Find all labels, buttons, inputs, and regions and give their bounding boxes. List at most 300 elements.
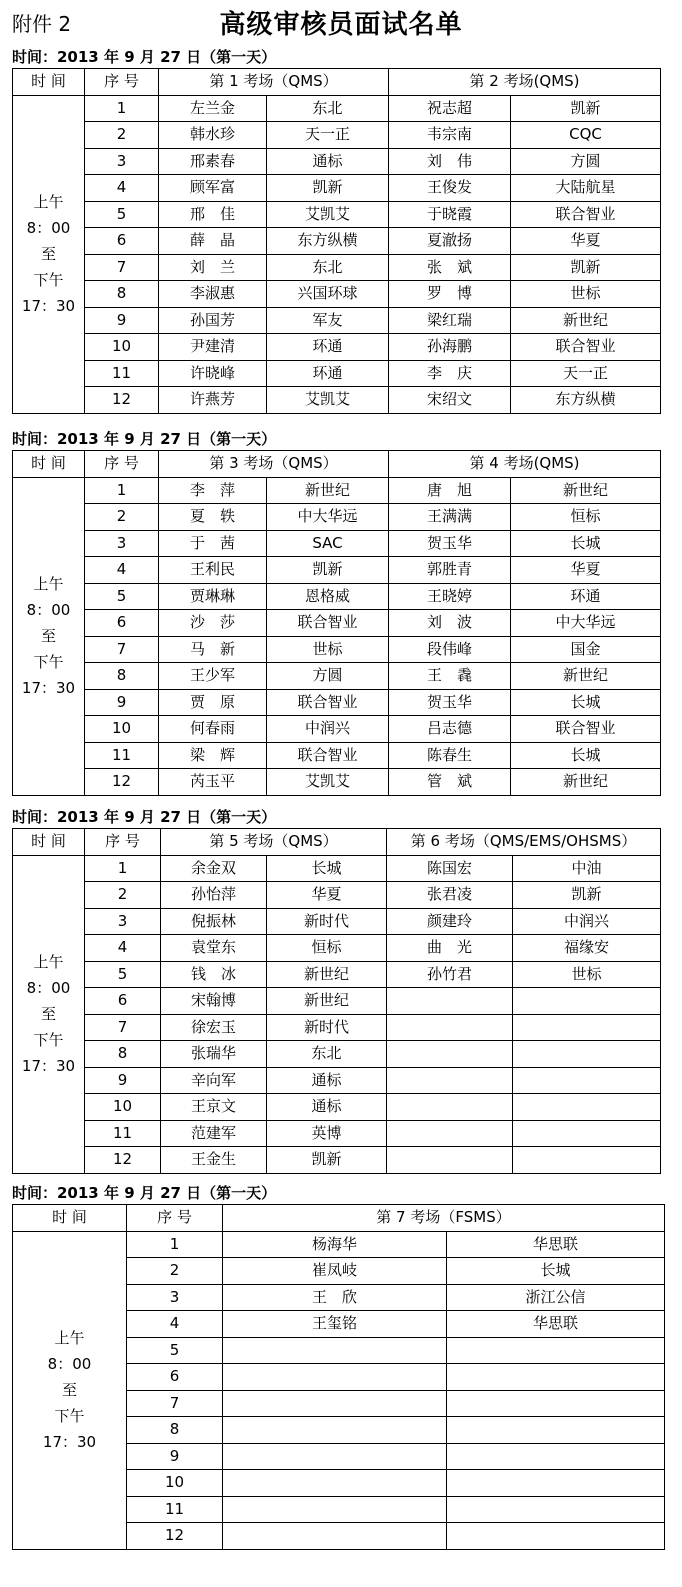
time-slot-line: 至 bbox=[40, 245, 56, 263]
org-cell: 华夏 bbox=[511, 228, 661, 255]
table-row bbox=[13, 530, 661, 557]
table-row bbox=[13, 636, 661, 663]
org-cell: 东北 bbox=[267, 254, 389, 281]
table-row bbox=[13, 254, 661, 281]
org-cell: 环通 bbox=[267, 360, 389, 387]
org-cell: 兴国环球 bbox=[267, 281, 389, 308]
seq-cell: 11 bbox=[85, 360, 159, 387]
org-cell: 新世纪 bbox=[511, 307, 661, 334]
time-slot-cell bbox=[13, 95, 85, 413]
time-slot-line: 8：00 bbox=[47, 1355, 92, 1373]
org-cell: 世标 bbox=[267, 636, 389, 663]
org-cell bbox=[447, 1417, 665, 1444]
name-cell: 辛向军 bbox=[161, 1067, 267, 1094]
name-cell bbox=[387, 1147, 513, 1174]
table-row bbox=[13, 1014, 661, 1041]
table-row bbox=[13, 201, 661, 228]
table-row bbox=[13, 281, 661, 308]
org-cell: 东方纵横 bbox=[511, 387, 661, 414]
seq-cell: 9 bbox=[85, 689, 159, 716]
seq-cell: 3 bbox=[85, 530, 159, 557]
org-cell: 恩格威 bbox=[267, 583, 389, 610]
schedule-table bbox=[12, 68, 661, 414]
table-row bbox=[13, 148, 661, 175]
org-cell: 世标 bbox=[511, 281, 661, 308]
name-cell: 李 萍 bbox=[159, 477, 267, 504]
org-cell bbox=[447, 1523, 665, 1550]
seq-cell: 1 bbox=[85, 855, 161, 882]
org-cell: 环通 bbox=[267, 334, 389, 361]
org-cell: 新世纪 bbox=[511, 663, 661, 690]
seq-cell: 5 bbox=[85, 961, 161, 988]
name-cell bbox=[387, 988, 513, 1015]
seq-cell: 2 bbox=[85, 122, 159, 149]
name-cell: 贾 原 bbox=[159, 689, 267, 716]
name-cell: 孙海鹏 bbox=[389, 334, 511, 361]
name-cell: 邢素春 bbox=[159, 148, 267, 175]
org-cell: 方圆 bbox=[511, 148, 661, 175]
page-title: 高级审核员面试名单 bbox=[219, 10, 463, 40]
header-seq: 序 号 bbox=[85, 829, 161, 856]
table-row bbox=[13, 882, 661, 909]
name-cell: 王满满 bbox=[389, 504, 511, 531]
name-cell: 杨海华 bbox=[223, 1231, 447, 1258]
time-slot-line: 下午 bbox=[33, 1031, 64, 1049]
seq-cell: 3 bbox=[85, 148, 159, 175]
seq-cell: 5 bbox=[85, 583, 159, 610]
time-slot-line: 至 bbox=[61, 1381, 77, 1399]
seq-cell: 6 bbox=[127, 1364, 223, 1391]
seq-cell: 11 bbox=[127, 1496, 223, 1523]
name-cell: 许晓峰 bbox=[159, 360, 267, 387]
name-cell bbox=[223, 1337, 447, 1364]
table-row bbox=[13, 307, 661, 334]
seq-cell: 1 bbox=[127, 1231, 223, 1258]
org-cell: 中油 bbox=[513, 855, 661, 882]
schedule-table bbox=[12, 828, 661, 1174]
seq-cell: 6 bbox=[85, 610, 159, 637]
seq-cell: 10 bbox=[85, 334, 159, 361]
table-header-row bbox=[13, 829, 661, 856]
org-cell: 长城 bbox=[267, 855, 387, 882]
name-cell: 王金生 bbox=[161, 1147, 267, 1174]
seq-cell: 8 bbox=[85, 1041, 161, 1068]
seq-cell: 4 bbox=[85, 175, 159, 202]
org-cell: 通标 bbox=[267, 1094, 387, 1121]
seq-cell: 2 bbox=[127, 1258, 223, 1285]
table-row bbox=[13, 769, 661, 796]
time-slot-line: 8：00 bbox=[26, 979, 71, 997]
org-cell: 军友 bbox=[267, 307, 389, 334]
org-cell: 凯新 bbox=[267, 1147, 387, 1174]
table-row bbox=[13, 1147, 661, 1174]
time-slot-line: 8：00 bbox=[26, 219, 71, 237]
name-cell: 刘 伟 bbox=[389, 148, 511, 175]
name-cell bbox=[387, 1067, 513, 1094]
table-row bbox=[13, 334, 661, 361]
org-cell: 联合智业 bbox=[511, 716, 661, 743]
table-header-row bbox=[13, 451, 661, 478]
org-cell bbox=[447, 1470, 665, 1497]
table-row bbox=[13, 175, 661, 202]
seq-cell: 4 bbox=[127, 1311, 223, 1338]
org-cell: 福缘安 bbox=[513, 935, 661, 962]
org-cell: 浙江公信 bbox=[447, 1284, 665, 1311]
table-row bbox=[13, 557, 661, 584]
org-cell bbox=[513, 1120, 661, 1147]
name-cell: 袁堂东 bbox=[161, 935, 267, 962]
seq-cell: 4 bbox=[85, 557, 159, 584]
name-cell: 顾军富 bbox=[159, 175, 267, 202]
header-room: 第 5 考场（QMS） bbox=[161, 829, 387, 856]
org-cell: 东北 bbox=[267, 1041, 387, 1068]
org-cell: 新世纪 bbox=[267, 477, 389, 504]
org-cell: 华夏 bbox=[511, 557, 661, 584]
table-row bbox=[13, 387, 661, 414]
org-cell: 联合智业 bbox=[267, 610, 389, 637]
table-row bbox=[13, 360, 661, 387]
seq-cell: 11 bbox=[85, 1120, 161, 1147]
seq-cell: 1 bbox=[85, 477, 159, 504]
org-cell: 通标 bbox=[267, 1067, 387, 1094]
org-cell: 新时代 bbox=[267, 908, 387, 935]
seq-cell: 8 bbox=[127, 1417, 223, 1444]
table-row bbox=[13, 961, 661, 988]
org-cell: 英博 bbox=[267, 1120, 387, 1147]
name-cell: 马 新 bbox=[159, 636, 267, 663]
name-cell: 尹建清 bbox=[159, 334, 267, 361]
seq-cell: 10 bbox=[85, 716, 159, 743]
header-room: 第 4 考场(QMS) bbox=[389, 451, 661, 478]
time-slot-line: 17：30 bbox=[21, 1057, 76, 1075]
date-line: 时间：2013 年 9 月 27 日（第一天） bbox=[12, 48, 277, 66]
org-cell: 大陆航星 bbox=[511, 175, 661, 202]
org-cell: 东北 bbox=[267, 95, 389, 122]
org-cell: 天一正 bbox=[511, 360, 661, 387]
time-slot-line: 下午 bbox=[54, 1407, 85, 1425]
seq-cell: 12 bbox=[85, 387, 159, 414]
header-time: 时 间 bbox=[13, 829, 85, 856]
table-row bbox=[13, 1067, 661, 1094]
name-cell: 何春雨 bbox=[159, 716, 267, 743]
table-row bbox=[13, 716, 661, 743]
table-row bbox=[13, 95, 661, 122]
table-row bbox=[13, 583, 661, 610]
date-line: 时间：2013 年 9 月 27 日（第一天） bbox=[12, 1184, 277, 1202]
time-slot-line: 17：30 bbox=[21, 679, 76, 697]
name-cell: 夏 轶 bbox=[159, 504, 267, 531]
time-slot-line: 8：00 bbox=[26, 601, 71, 619]
seq-cell: 7 bbox=[85, 254, 159, 281]
header-room: 第 3 考场（QMS） bbox=[159, 451, 389, 478]
name-cell: 夏澈扬 bbox=[389, 228, 511, 255]
name-cell: 贺玉华 bbox=[389, 689, 511, 716]
name-cell: 余金双 bbox=[161, 855, 267, 882]
org-cell: 联合智业 bbox=[511, 334, 661, 361]
header-time: 时 间 bbox=[13, 451, 85, 478]
name-cell: 梁红瑞 bbox=[389, 307, 511, 334]
name-cell: 李 庆 bbox=[389, 360, 511, 387]
seq-cell: 3 bbox=[85, 908, 161, 935]
org-cell: 中大华远 bbox=[511, 610, 661, 637]
seq-cell: 9 bbox=[85, 307, 159, 334]
name-cell: 沙 莎 bbox=[159, 610, 267, 637]
org-cell: 中润兴 bbox=[267, 716, 389, 743]
name-cell: 薛 晶 bbox=[159, 228, 267, 255]
seq-cell: 8 bbox=[85, 281, 159, 308]
attachment-label: 附件 2 bbox=[12, 12, 72, 36]
org-cell: 世标 bbox=[513, 961, 661, 988]
time-slot-line: 至 bbox=[40, 627, 56, 645]
name-cell: 梁 辉 bbox=[159, 742, 267, 769]
name-cell: 王少军 bbox=[159, 663, 267, 690]
org-cell: 艾凯艾 bbox=[267, 201, 389, 228]
org-cell: 凯新 bbox=[511, 95, 661, 122]
org-cell: 环通 bbox=[511, 583, 661, 610]
name-cell: 王玺铭 bbox=[223, 1311, 447, 1338]
time-slot-line: 下午 bbox=[33, 653, 64, 671]
header-room: 第 1 考场（QMS） bbox=[159, 69, 389, 96]
name-cell: 王 毳 bbox=[389, 663, 511, 690]
name-cell: 芮玉平 bbox=[159, 769, 267, 796]
name-cell bbox=[223, 1523, 447, 1550]
org-cell: 通标 bbox=[267, 148, 389, 175]
schedule-table bbox=[12, 1204, 665, 1550]
name-cell: 韩水珍 bbox=[159, 122, 267, 149]
table-row bbox=[13, 663, 661, 690]
name-cell: 宋绍文 bbox=[389, 387, 511, 414]
header-seq: 序 号 bbox=[85, 69, 159, 96]
table-row bbox=[13, 610, 661, 637]
org-cell: 新世纪 bbox=[267, 988, 387, 1015]
time-slot-cell bbox=[13, 1231, 127, 1549]
header-room: 第 6 考场（QMS/EMS/OHSMS） bbox=[387, 829, 661, 856]
seq-cell: 12 bbox=[85, 1147, 161, 1174]
table-row bbox=[13, 1041, 661, 1068]
table-header-row bbox=[13, 69, 661, 96]
name-cell: 王 欣 bbox=[223, 1284, 447, 1311]
name-cell: 钱 冰 bbox=[161, 961, 267, 988]
name-cell bbox=[387, 1014, 513, 1041]
name-cell: 陈国宏 bbox=[387, 855, 513, 882]
name-cell: 王晓婷 bbox=[389, 583, 511, 610]
seq-cell: 5 bbox=[85, 201, 159, 228]
table-row bbox=[13, 1231, 665, 1258]
org-cell: 凯新 bbox=[267, 557, 389, 584]
name-cell: 韦宗南 bbox=[389, 122, 511, 149]
org-cell: 华夏 bbox=[267, 882, 387, 909]
name-cell: 段伟峰 bbox=[389, 636, 511, 663]
seq-cell: 2 bbox=[85, 882, 161, 909]
table-row bbox=[13, 1120, 661, 1147]
name-cell: 罗 博 bbox=[389, 281, 511, 308]
name-cell bbox=[223, 1496, 447, 1523]
org-cell: 凯新 bbox=[513, 882, 661, 909]
seq-cell: 1 bbox=[85, 95, 159, 122]
time-slot-line: 至 bbox=[40, 1005, 56, 1023]
name-cell bbox=[223, 1390, 447, 1417]
table-row bbox=[13, 477, 661, 504]
table-row bbox=[13, 122, 661, 149]
name-cell bbox=[223, 1470, 447, 1497]
header-time: 时 间 bbox=[13, 1205, 127, 1232]
time-slot-line: 上午 bbox=[54, 1329, 85, 1347]
org-cell: 凯新 bbox=[511, 254, 661, 281]
time-slot-line: 上午 bbox=[33, 193, 64, 211]
name-cell: 刘 波 bbox=[389, 610, 511, 637]
table-header-row bbox=[13, 1205, 665, 1232]
seq-cell: 7 bbox=[85, 636, 159, 663]
name-cell: 倪振林 bbox=[161, 908, 267, 935]
header-room: 第 7 考场（FSMS） bbox=[223, 1205, 665, 1232]
org-cell bbox=[513, 1147, 661, 1174]
org-cell: CQC bbox=[511, 122, 661, 149]
org-cell: 艾凯艾 bbox=[267, 769, 389, 796]
seq-cell: 7 bbox=[127, 1390, 223, 1417]
time-slot-line: 下午 bbox=[33, 271, 64, 289]
seq-cell: 4 bbox=[85, 935, 161, 962]
name-cell: 孙竹君 bbox=[387, 961, 513, 988]
org-cell: 新世纪 bbox=[267, 961, 387, 988]
name-cell: 王利民 bbox=[159, 557, 267, 584]
org-cell: 联合智业 bbox=[511, 201, 661, 228]
org-cell: 恒标 bbox=[267, 935, 387, 962]
seq-cell: 7 bbox=[85, 1014, 161, 1041]
table-row bbox=[13, 855, 661, 882]
seq-cell: 8 bbox=[85, 663, 159, 690]
name-cell: 郭胜青 bbox=[389, 557, 511, 584]
org-cell: 联合智业 bbox=[267, 689, 389, 716]
org-cell bbox=[447, 1443, 665, 1470]
org-cell: 长城 bbox=[511, 530, 661, 557]
table-row bbox=[13, 689, 661, 716]
seq-cell: 2 bbox=[85, 504, 159, 531]
time-slot-line: 17：30 bbox=[21, 297, 76, 315]
org-cell: 长城 bbox=[447, 1258, 665, 1285]
org-cell: 新时代 bbox=[267, 1014, 387, 1041]
table-row bbox=[13, 1094, 661, 1121]
org-cell: 中大华远 bbox=[267, 504, 389, 531]
date-line: 时间：2013 年 9 月 27 日（第一天） bbox=[12, 430, 277, 448]
name-cell: 孙国芳 bbox=[159, 307, 267, 334]
org-cell bbox=[513, 1067, 661, 1094]
name-cell: 陈春生 bbox=[389, 742, 511, 769]
org-cell bbox=[513, 1094, 661, 1121]
org-cell: 天一正 bbox=[267, 122, 389, 149]
name-cell: 曲 光 bbox=[387, 935, 513, 962]
name-cell: 王俊发 bbox=[389, 175, 511, 202]
org-cell: 东方纵横 bbox=[267, 228, 389, 255]
name-cell: 吕志德 bbox=[389, 716, 511, 743]
time-slot-cell bbox=[13, 477, 85, 795]
seq-cell: 9 bbox=[85, 1067, 161, 1094]
seq-cell: 10 bbox=[85, 1094, 161, 1121]
org-cell bbox=[513, 988, 661, 1015]
org-cell: 联合智业 bbox=[267, 742, 389, 769]
name-cell: 邢 佳 bbox=[159, 201, 267, 228]
seq-cell: 6 bbox=[85, 988, 161, 1015]
name-cell bbox=[223, 1443, 447, 1470]
name-cell: 宋翰博 bbox=[161, 988, 267, 1015]
time-slot-line: 上午 bbox=[33, 575, 64, 593]
org-cell: 长城 bbox=[511, 742, 661, 769]
table-row bbox=[13, 935, 661, 962]
table-row bbox=[13, 504, 661, 531]
name-cell: 范建军 bbox=[161, 1120, 267, 1147]
org-cell: 中润兴 bbox=[513, 908, 661, 935]
name-cell: 唐 旭 bbox=[389, 477, 511, 504]
table-row bbox=[13, 742, 661, 769]
name-cell: 张 斌 bbox=[389, 254, 511, 281]
table-row bbox=[13, 228, 661, 255]
table-row bbox=[13, 988, 661, 1015]
name-cell: 张瑞华 bbox=[161, 1041, 267, 1068]
header-time: 时 间 bbox=[13, 69, 85, 96]
org-cell: 华思联 bbox=[447, 1311, 665, 1338]
name-cell: 刘 兰 bbox=[159, 254, 267, 281]
org-cell: 长城 bbox=[511, 689, 661, 716]
name-cell: 于晓霞 bbox=[389, 201, 511, 228]
org-cell: 华思联 bbox=[447, 1231, 665, 1258]
name-cell: 孙怡萍 bbox=[161, 882, 267, 909]
name-cell: 许燕芳 bbox=[159, 387, 267, 414]
name-cell: 徐宏玉 bbox=[161, 1014, 267, 1041]
date-line: 时间：2013 年 9 月 27 日（第一天） bbox=[12, 808, 277, 826]
seq-cell: 9 bbox=[127, 1443, 223, 1470]
name-cell bbox=[387, 1094, 513, 1121]
org-cell: SAC bbox=[267, 530, 389, 557]
name-cell: 贾琳琳 bbox=[159, 583, 267, 610]
seq-cell: 5 bbox=[127, 1337, 223, 1364]
header-room: 第 2 考场(QMS) bbox=[389, 69, 661, 96]
time-slot-cell bbox=[13, 855, 85, 1173]
org-cell bbox=[447, 1390, 665, 1417]
name-cell bbox=[223, 1364, 447, 1391]
org-cell: 凯新 bbox=[267, 175, 389, 202]
org-cell: 国金 bbox=[511, 636, 661, 663]
org-cell: 新世纪 bbox=[511, 769, 661, 796]
time-slot-line: 上午 bbox=[33, 953, 64, 971]
org-cell bbox=[513, 1014, 661, 1041]
name-cell: 颜建玲 bbox=[387, 908, 513, 935]
org-cell: 方圆 bbox=[267, 663, 389, 690]
org-cell bbox=[447, 1337, 665, 1364]
name-cell bbox=[387, 1041, 513, 1068]
name-cell: 管 斌 bbox=[389, 769, 511, 796]
seq-cell: 6 bbox=[85, 228, 159, 255]
header-seq: 序 号 bbox=[85, 451, 159, 478]
seq-cell: 10 bbox=[127, 1470, 223, 1497]
name-cell: 张君凌 bbox=[387, 882, 513, 909]
name-cell bbox=[223, 1417, 447, 1444]
time-slot-line: 17：30 bbox=[42, 1433, 97, 1451]
seq-cell: 12 bbox=[127, 1523, 223, 1550]
seq-cell: 11 bbox=[85, 742, 159, 769]
name-cell: 祝志超 bbox=[389, 95, 511, 122]
header-seq: 序 号 bbox=[127, 1205, 223, 1232]
name-cell: 于 茜 bbox=[159, 530, 267, 557]
name-cell: 左兰金 bbox=[159, 95, 267, 122]
table-row bbox=[13, 908, 661, 935]
org-cell: 新世纪 bbox=[511, 477, 661, 504]
org-cell bbox=[447, 1496, 665, 1523]
seq-cell: 12 bbox=[85, 769, 159, 796]
name-cell: 李淑惠 bbox=[159, 281, 267, 308]
org-cell bbox=[447, 1364, 665, 1391]
org-cell: 恒标 bbox=[511, 504, 661, 531]
seq-cell: 3 bbox=[127, 1284, 223, 1311]
name-cell: 贺玉华 bbox=[389, 530, 511, 557]
